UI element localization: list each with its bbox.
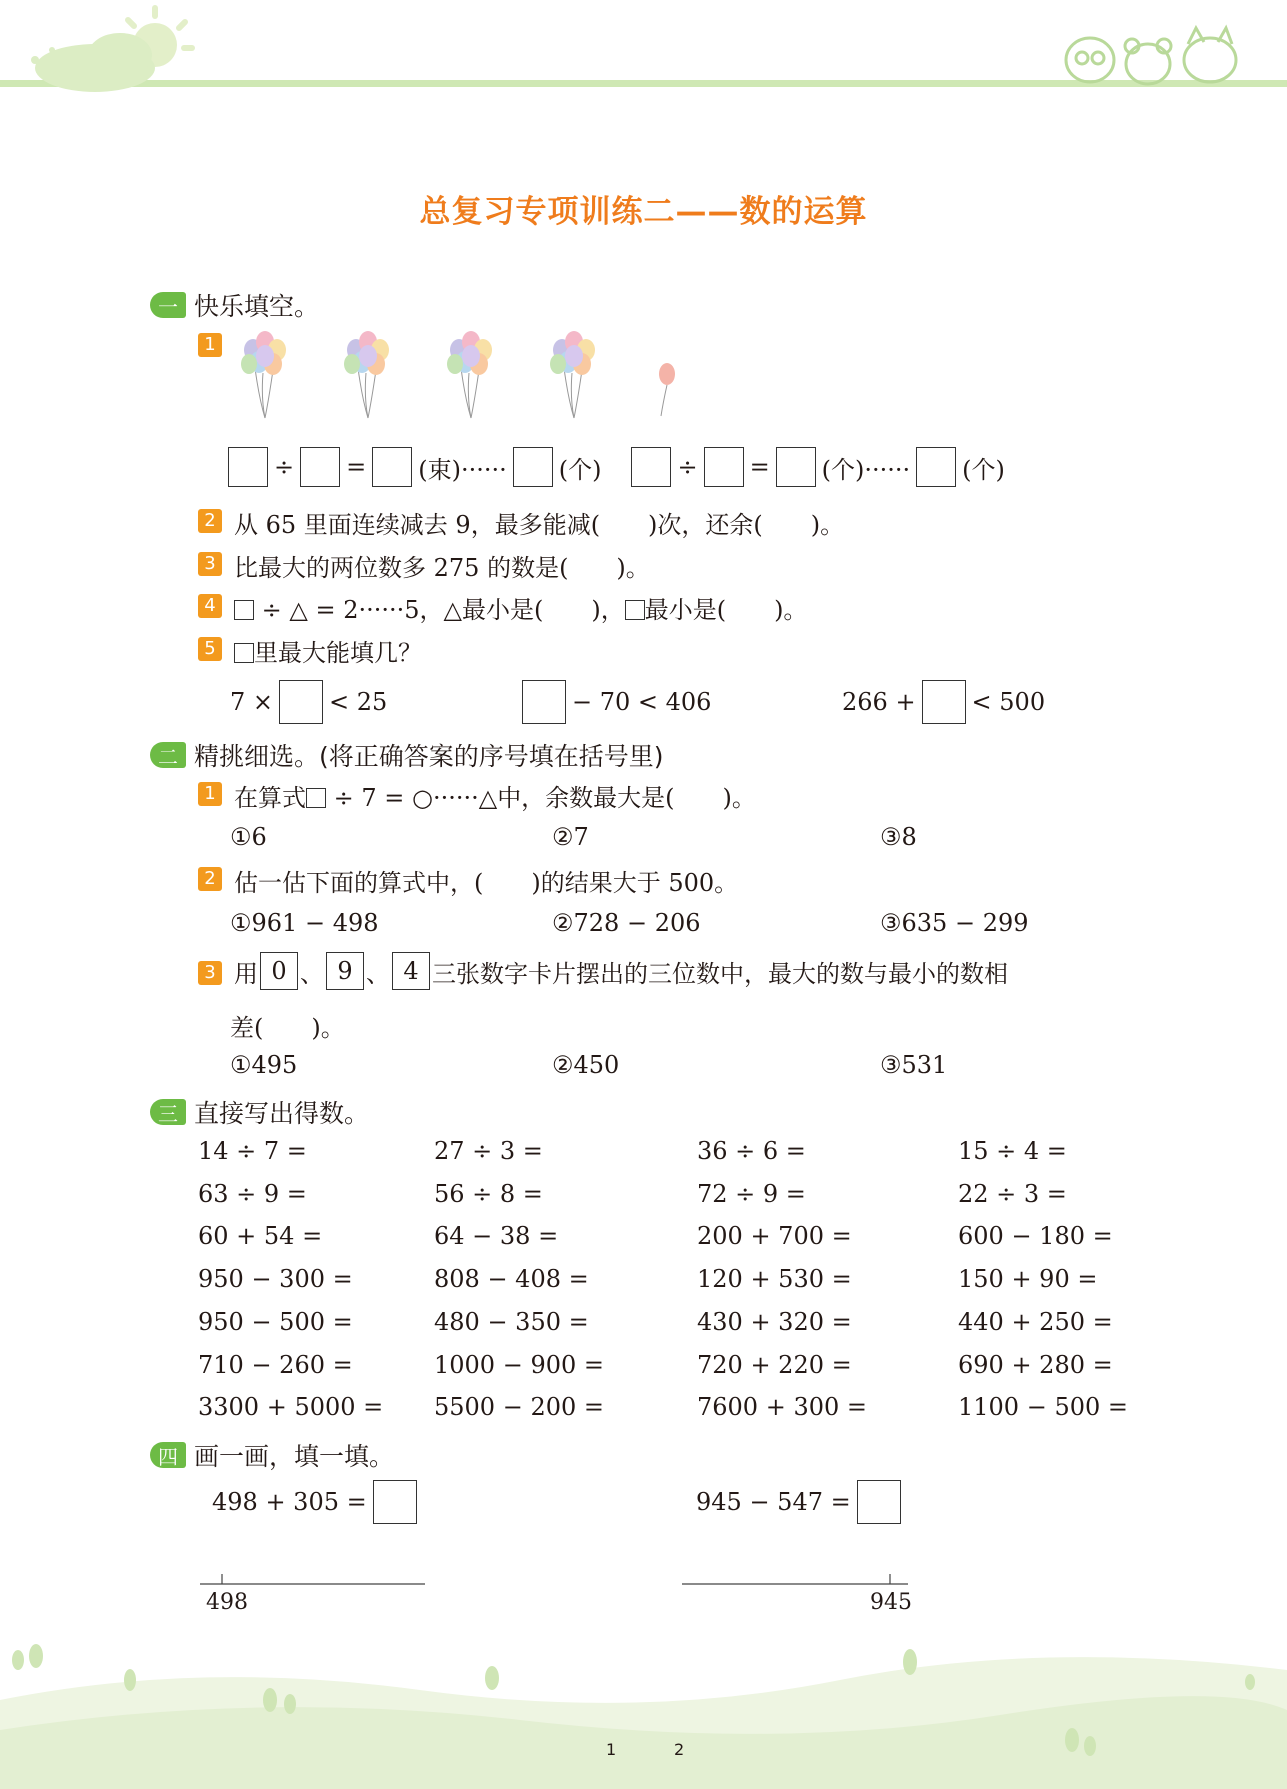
section-4-heading — [150, 1437, 394, 1473]
question-text — [234, 590, 807, 625]
calc-item: 720 + 220 = — [697, 1350, 852, 1379]
section-2-heading — [150, 737, 664, 773]
question-text-part: ÷ 7 = ○······△中，余数最大是( )。 — [333, 784, 756, 812]
equal-sign: = — [346, 453, 367, 481]
answer-box[interactable] — [228, 447, 268, 487]
square-symbol — [234, 600, 254, 620]
section-1-heading — [150, 287, 319, 323]
question-number: 3 — [198, 961, 222, 985]
balloons-illustration — [235, 328, 685, 428]
question-number: 1 — [198, 782, 222, 806]
digit-card-9: 9 — [326, 952, 364, 990]
answer-box[interactable] — [922, 680, 966, 724]
option-3[interactable]: ③531 — [880, 1051, 948, 1079]
option-1[interactable]: ①495 — [230, 1051, 298, 1079]
section-title: 直接写出得数。 — [194, 1099, 370, 1128]
answer-box[interactable] — [631, 447, 671, 487]
question-text — [234, 778, 756, 813]
question-text-part: 在算式 — [234, 784, 306, 812]
answer-box[interactable] — [916, 447, 956, 487]
calc-item: 36 ÷ 6 = — [697, 1137, 806, 1165]
sun-cloud-icon — [0, 0, 200, 100]
answer-box[interactable] — [513, 447, 553, 487]
question-text — [234, 952, 1008, 990]
calc-item: 1100 − 500 = — [958, 1393, 1128, 1422]
calc-item: 480 − 350 = — [434, 1307, 589, 1336]
question-text-part: 最小是( )。 — [644, 596, 808, 624]
question-text: 比最大的两位数多 275 的数是( )。 — [234, 554, 650, 582]
question-text-continued: 差( )。 — [230, 1014, 345, 1042]
section-badge: 二 — [150, 742, 186, 768]
separator: 、 — [366, 959, 390, 988]
unit-label: (个)······ — [821, 455, 911, 484]
inequality-3 — [842, 680, 1045, 724]
square-symbol — [625, 600, 645, 620]
page-number-left: 1 — [606, 1740, 617, 1759]
section-title: 快乐填空。 — [194, 292, 320, 321]
answer-box[interactable] — [522, 680, 566, 724]
option-2[interactable]: ②450 — [552, 1051, 620, 1079]
inequality-1 — [230, 680, 387, 724]
addition-expression — [212, 1480, 423, 1524]
question-number: 5 — [198, 637, 222, 661]
option-2[interactable]: ②728 − 206 — [552, 909, 701, 937]
calc-item: 710 − 260 = — [198, 1350, 353, 1379]
unit-label: (束)······ — [418, 455, 507, 484]
expr-part: < 500 — [971, 688, 1046, 716]
square-symbol — [306, 788, 326, 808]
divide-sign: ÷ — [677, 453, 698, 481]
option-2[interactable]: ②7 — [552, 823, 589, 851]
calc-item: 56 ÷ 8 = — [434, 1179, 543, 1208]
expr-part: 498 + 305 = — [212, 1488, 367, 1516]
calc-item: 22 ÷ 3 = — [958, 1179, 1067, 1208]
option-1[interactable]: ①6 — [230, 823, 267, 851]
calc-item: 950 − 500 = — [198, 1307, 353, 1336]
calc-item: 72 ÷ 9 = — [697, 1179, 806, 1208]
option-3[interactable]: ③8 — [880, 823, 917, 851]
calc-item: 1000 − 900 = — [434, 1350, 604, 1379]
calc-item: 430 + 320 = — [697, 1307, 852, 1336]
answer-box[interactable] — [857, 1480, 901, 1524]
section-3-heading — [150, 1094, 369, 1130]
inequality-2 — [516, 680, 711, 724]
answer-box[interactable] — [279, 680, 323, 724]
animal-faces-icon — [1060, 20, 1250, 90]
number-line-label-498: 498 — [206, 1590, 248, 1615]
section-badge: 一 — [150, 292, 186, 318]
answer-box[interactable] — [300, 447, 340, 487]
calc-item: 63 ÷ 9 = — [198, 1179, 307, 1208]
calc-item: 5500 − 200 = — [434, 1393, 604, 1422]
option-1[interactable]: ①961 − 498 — [230, 909, 379, 937]
calc-item: 600 − 180 = — [958, 1222, 1113, 1251]
calc-item: 690 + 280 = — [958, 1350, 1113, 1379]
question-text-part: ÷ △ = 2······5，△最小是( )， — [261, 596, 625, 624]
question-text: 从 65 里面连续减去 9，最多能减( )次，还余( )。 — [234, 511, 845, 539]
question-text-part: 用 — [234, 959, 258, 988]
section-title: 精挑细选。(将正确答案的序号填在括号里) — [194, 742, 664, 771]
section-badge: 四 — [150, 1442, 186, 1468]
calc-item: 150 + 90 = — [958, 1265, 1098, 1294]
expr-part: < 25 — [329, 688, 388, 716]
question-number: 2 — [198, 867, 222, 891]
calc-item: 14 ÷ 7 = — [198, 1137, 307, 1165]
question-text — [234, 633, 422, 668]
answer-box[interactable] — [372, 447, 412, 487]
calc-item: 15 ÷ 4 = — [958, 1137, 1067, 1165]
calc-item: 3300 + 5000 = — [198, 1393, 384, 1422]
calc-item: 808 − 408 = — [434, 1265, 589, 1294]
question-number: 1 — [198, 333, 222, 357]
question-text-part: 里最大能填几？ — [254, 639, 422, 667]
page-title: 总复习专项训练二——数的运算 — [419, 194, 868, 230]
expr-part: 7 × — [230, 688, 274, 716]
calc-item: 27 ÷ 3 = — [434, 1137, 543, 1165]
calc-item: 440 + 250 = — [958, 1307, 1113, 1336]
calc-item: 200 + 700 = — [697, 1222, 852, 1251]
question-text: 估一估下面的算式中，( )的结果大于 500。 — [234, 869, 739, 897]
question-number: 3 — [198, 552, 222, 576]
calc-item: 950 − 300 = — [198, 1265, 353, 1294]
equal-sign: = — [749, 453, 770, 481]
separator: 、 — [300, 959, 324, 988]
expr-part: 266 + — [842, 688, 916, 716]
answer-box[interactable] — [776, 447, 816, 487]
square-symbol — [234, 643, 254, 663]
question-number: 2 — [198, 509, 222, 533]
page-number-right: 2 — [674, 1740, 685, 1759]
digit-card-0: 0 — [260, 952, 298, 990]
section-title: 画一画，填一填。 — [194, 1442, 395, 1471]
answer-box[interactable] — [373, 1480, 417, 1524]
expr-part: − 70 < 406 — [572, 688, 712, 716]
calc-item: 64 − 38 = — [434, 1222, 559, 1251]
digit-card-4: 4 — [392, 952, 430, 990]
subtraction-expression — [696, 1480, 907, 1524]
calc-item: 60 + 54 = — [198, 1222, 323, 1251]
hills-decoration — [0, 1620, 1287, 1789]
calc-item: 120 + 530 = — [697, 1265, 852, 1294]
divide-sign: ÷ — [274, 453, 295, 481]
calc-item: 7600 + 300 = — [697, 1393, 867, 1422]
option-3[interactable]: ③635 − 299 — [880, 909, 1029, 937]
unit-label: (个) — [962, 455, 1005, 484]
division-row — [222, 447, 1005, 487]
section-badge: 三 — [150, 1099, 186, 1125]
question-number: 4 — [198, 594, 222, 618]
question-text-part: 三张数字卡片摆出的三位数中，最大的数与最小的数相 — [432, 959, 1008, 988]
expr-part: 945 − 547 = — [696, 1488, 851, 1516]
answer-box[interactable] — [704, 447, 744, 487]
number-lines — [190, 1560, 940, 1590]
number-line-label-945: 945 — [870, 1590, 912, 1615]
unit-label: (个) — [558, 455, 602, 484]
